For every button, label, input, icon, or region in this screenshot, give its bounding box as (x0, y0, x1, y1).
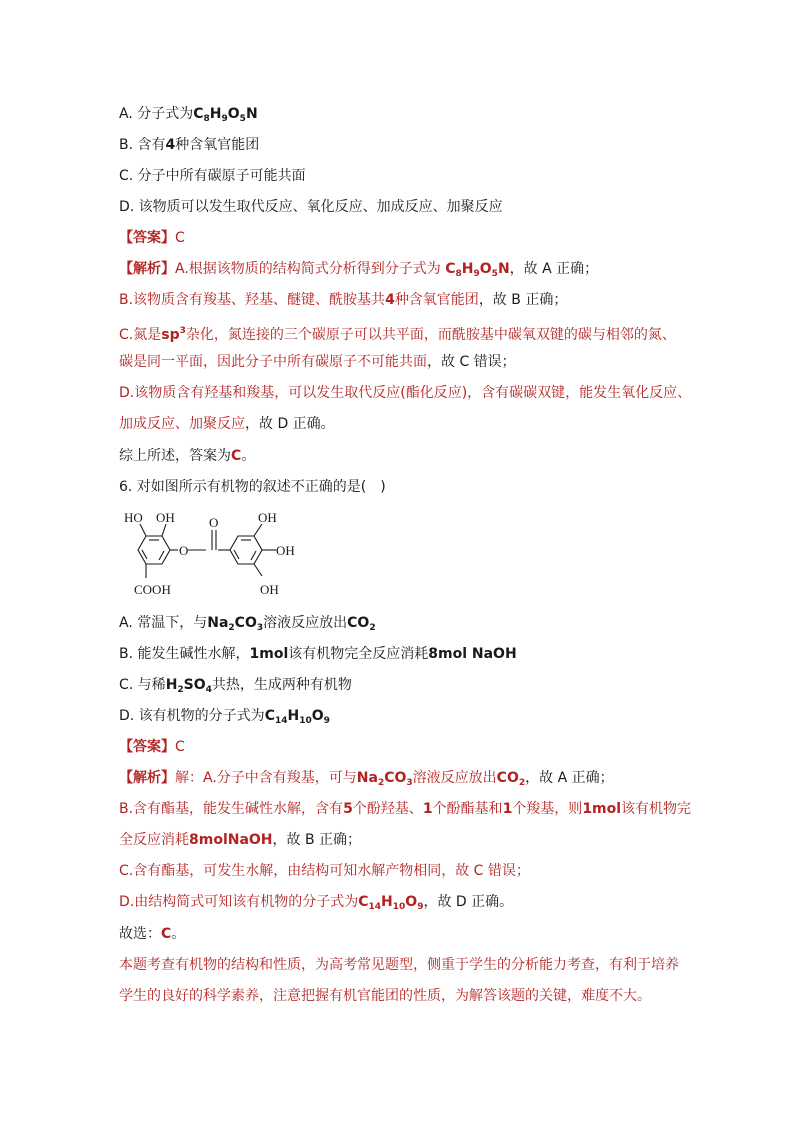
q6-option-c: C. 与稀$H_2SO_4$共热，生成两种有机物 (119, 677, 352, 695)
oh-right-label: OH (276, 543, 295, 558)
oh-bottom-label: OH (260, 582, 279, 597)
q5-explanation-d-line1: D.该物质含有羟基和羧基，可以发生取代反应(酯化反应)，含有碳碳双键，能发生氧化反应、 (119, 385, 692, 401)
q5-summary: 综上所述，答案为C。 (119, 448, 256, 464)
q5-answer: 【答案】C (119, 230, 185, 246)
q6-comment-line1: 本题考查有机物的结构和性质，为高考常见题型，侧重于学生的分析能力考查，有利于培养 (119, 957, 679, 973)
q6-comment-line2: 学生的良好的科学素养，注意把握有机官能团的性质，为解答该题的关键，难度不大。 (119, 988, 651, 1004)
q5-option-c: C. 分子中所有碳原子可能共面 (119, 168, 306, 184)
oh-top-left-label: OH (156, 510, 175, 525)
oh-top-right-label: OH (258, 510, 277, 525)
q5-explanation-c-line2: 碳是同一平面，因此分子中所有碳原子不可能共面，故 C 错误； (119, 354, 516, 370)
q6-explanation-b-line1: B.含有酯基，能发生碱性水解，含有5个酚羟基、1个酚酯基和1个羧基，则1mol该有机物完 (119, 801, 692, 817)
q6-explanation-c: C.含有酯基，可发生水解，由结构可知水解产物相同，故 C 错误； (119, 863, 530, 879)
q5-explanation-b: B.该物质含有羧基、羟基、醚键、酰胺基共4种含氧官能团，故 B 正确； (119, 292, 568, 308)
q6-explanation-d: D.由结构简式可知该有机物的分子式为$C_{14}H_{10}O_9$，故 D 正确。 (119, 894, 514, 912)
q5-explanation-c-line1: C.氮是$sp^3$杂化，氮连接的三个碳原子可以共平面，而酰胺基中碳氧双键的碳与相邻的氮、 (119, 326, 676, 343)
q6-structure-diagram (118, 506, 318, 602)
q5-explanation-d-line2: 加成反应、加聚反应，故 D 正确。 (119, 416, 335, 432)
q6-answer: 【答案】C (119, 739, 185, 755)
q6-choose: 故选：C。 (119, 926, 186, 942)
q5-option-d: D. 该物质可以发生取代反应、氧化反应、加成反应、加聚反应 (119, 199, 503, 215)
q6-option-b: B. 能发生碱性水解，1mol该有机物完全反应消耗8mol NaOH (119, 646, 517, 662)
q6-stem: 6. 对如图所示有机物的叙述不正确的是( ) (119, 479, 386, 495)
q5-explanation-a: 【解析】A.根据该物质的结构简式分析得到分子式为 $C_8H_9O_5N$，故 A 正确； (119, 261, 599, 279)
q6-explanation-a: 【解析】解：A.分子中含有羧基，可与$Na_2CO_3$溶液反应放出$CO_2$，故 A 正确； (119, 770, 614, 788)
q5-option-b: B. 含有4种含氧官能团 (119, 137, 260, 153)
q5-option-a: A. 分子式为$C_8H_9O_5N$ (119, 106, 258, 124)
q6-explanation-b-line2: 全反应消耗8molNaOH，故 B 正确； (119, 832, 362, 848)
cooh-label: COOH (134, 582, 171, 597)
q6-option-a: A. 常温下，与$Na_2CO_3$溶液反应放出$CO_2$ (119, 615, 376, 633)
q6-option-d: D. 该有机物的分子式为$C_{14}H_{10}O_9$ (119, 708, 330, 726)
carbonyl-o-label: O (209, 515, 219, 530)
ester-o-label: O (179, 543, 189, 558)
ho-label: HO (124, 510, 143, 525)
